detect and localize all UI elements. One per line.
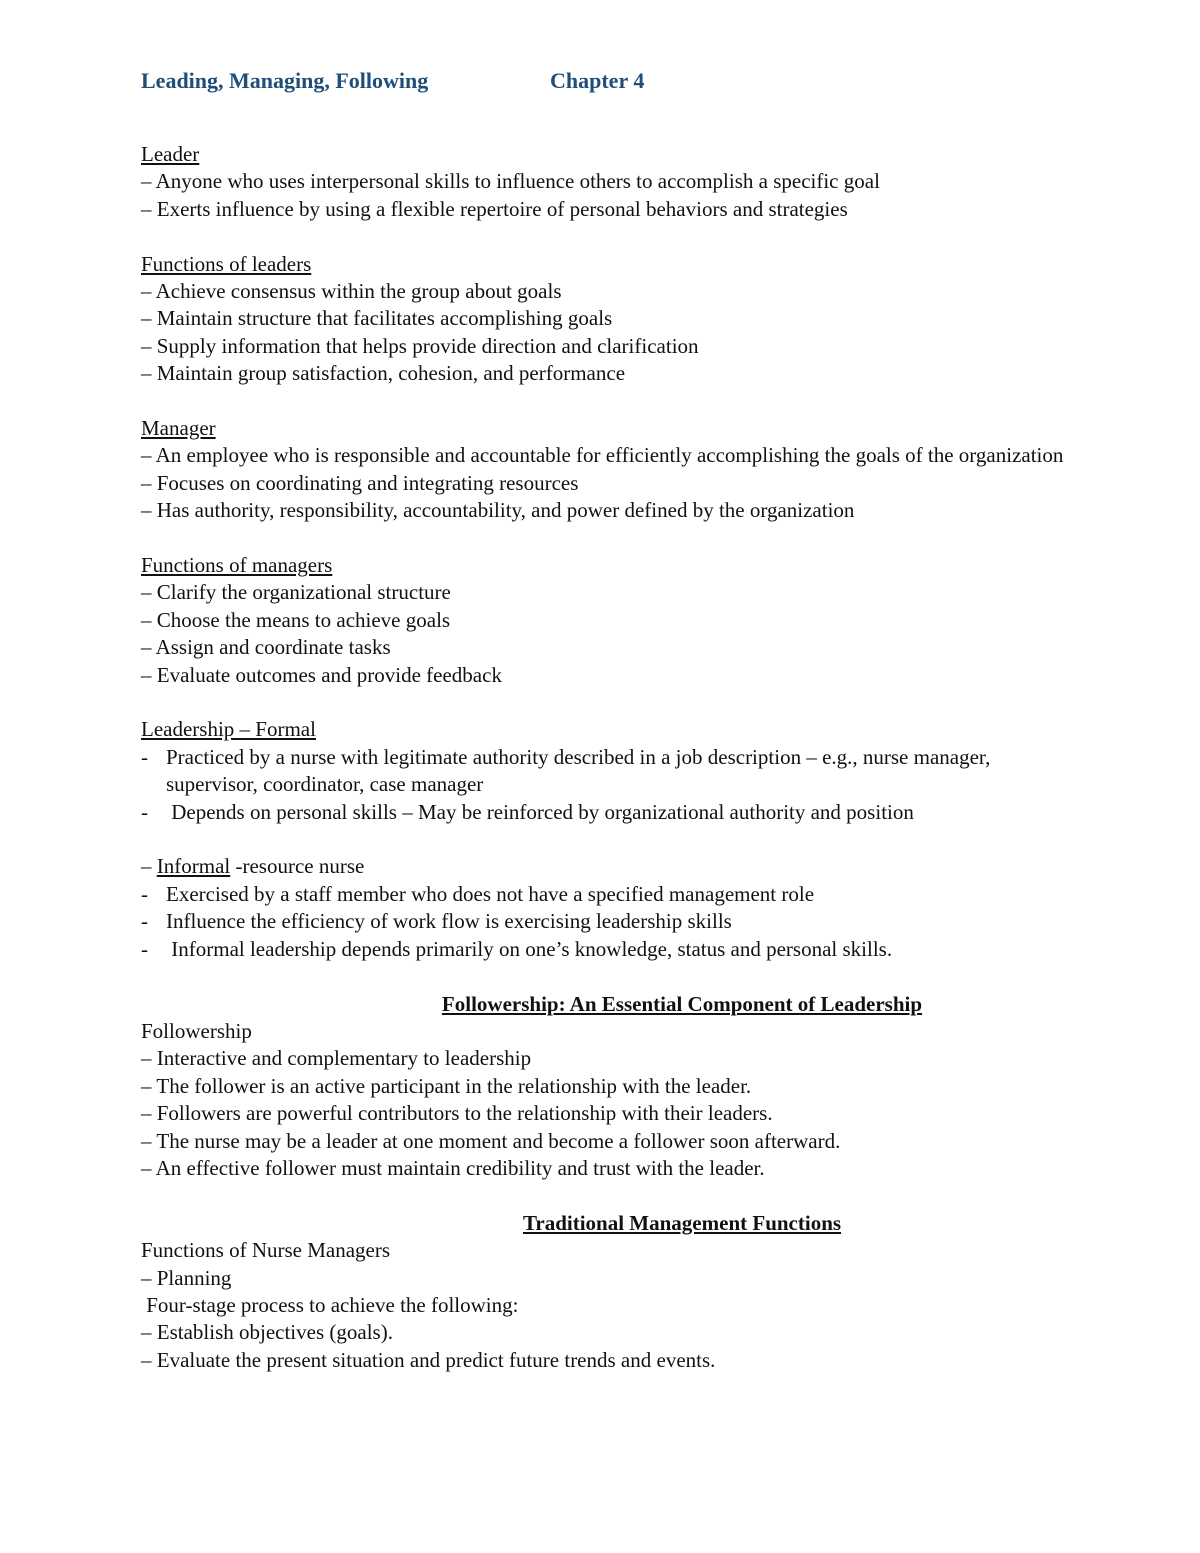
- informal-suffix: -resource nurse: [230, 854, 365, 879]
- leadership-formal-heading: Leadership – Formal: [141, 717, 316, 742]
- manager-item: – Focuses on coordinating and integrating resources: [141, 470, 579, 495]
- leader-heading: Leader: [141, 142, 200, 166]
- traditional-item: – Planning: [141, 1265, 232, 1290]
- informal-heading: Informal: [156, 854, 231, 879]
- dash-mark: -: [141, 909, 148, 934]
- traditional-item: – Evaluate the present situation and predict future trends and events.: [141, 1347, 716, 1372]
- leader-function-item: – Achieve consensus within the group about goals: [141, 279, 562, 304]
- functions-of-managers-heading: Functions of managers: [141, 553, 333, 578]
- leader-item: – Anyone who uses interpersonal skills to influence others to accomplish a specific goal: [141, 169, 880, 194]
- manager-heading: Manager: [141, 416, 216, 441]
- page-header: [141, 68, 645, 94]
- leader-item: – Exerts influence by using a flexible repertoire of personal behaviors and strategies: [141, 196, 848, 221]
- formal-item-text: Depends on personal skills – May be reinforced by organizational authority and position: [166, 799, 914, 824]
- leader-function-item: – Maintain structure that facilitates accomplishing goals: [141, 306, 613, 331]
- dash-mark: -: [141, 936, 148, 961]
- manager-item: – An employee who is responsible and accountable for efficiently accomplishing the goals of the organization: [141, 443, 1064, 468]
- functions-of-leaders-heading: Functions of leaders: [141, 251, 312, 276]
- informal-item: [141, 908, 1081, 935]
- traditional-section-title: Traditional Management Functions: [522, 1210, 842, 1235]
- chapter-label: Chapter 4: [550, 68, 645, 93]
- informal-item-text: Informal leadership depends primarily on one’s knowledge, status and personal skills.: [166, 936, 893, 961]
- manager-function-item: – Assign and coordinate tasks: [141, 635, 391, 660]
- dash-mark: -: [141, 744, 148, 769]
- followership-heading: Followership: [141, 1018, 252, 1043]
- manager-function-item: – Choose the means to achieve goals: [141, 607, 451, 632]
- informal-heading-line: [141, 853, 1081, 880]
- document-title: Leading, Managing, Following: [141, 68, 429, 93]
- followership-item: – The nurse may be a leader at one moment and become a follower soon afterward.: [141, 1128, 841, 1153]
- followership-item: – Followers are powerful contributors to the relationship with their leaders.: [141, 1101, 773, 1126]
- followership-section-title: Followership: An Essential Component of Leadership: [441, 991, 923, 1016]
- document-body: [141, 141, 1081, 1374]
- dash-mark: -: [141, 881, 148, 906]
- informal-prefix: –: [141, 854, 157, 879]
- dash-mark: -: [141, 799, 148, 824]
- informal-item-text: Exercised by a staff member who does not have a specified management role: [166, 881, 815, 906]
- manager-function-item: – Evaluate outcomes and provide feedback: [141, 662, 502, 687]
- followership-item: – An effective follower must maintain credibility and trust with the leader.: [141, 1155, 765, 1180]
- traditional-item: – Establish objectives (goals).: [141, 1320, 393, 1345]
- formal-item: [141, 799, 1081, 826]
- informal-item: [141, 881, 1081, 908]
- formal-item-text: Practiced by a nurse with legitimate authority described in a job description – e.g., nurse manager, supervisor, coordinator, case manager: [166, 744, 991, 797]
- leader-function-item: – Supply information that helps provide direction and clarification: [141, 333, 699, 358]
- manager-item: – Has authority, responsibility, accountability, and power defined by the organization: [141, 498, 855, 523]
- followership-item: – The follower is an active participant in the relationship with the leader.: [141, 1073, 752, 1098]
- informal-item-text: Influence the efficiency of work flow is exercising leadership skills: [166, 909, 732, 934]
- manager-function-item: – Clarify the organizational structure: [141, 580, 451, 605]
- followership-item: – Interactive and complementary to leadership: [141, 1046, 532, 1071]
- traditional-item: Four-stage process to achieve the following:: [141, 1292, 519, 1317]
- informal-item: [141, 936, 1081, 963]
- nurse-managers-heading: Functions of Nurse Managers: [141, 1238, 391, 1263]
- leader-function-item: – Maintain group satisfaction, cohesion, and performance: [141, 361, 626, 386]
- formal-item: [141, 744, 1081, 799]
